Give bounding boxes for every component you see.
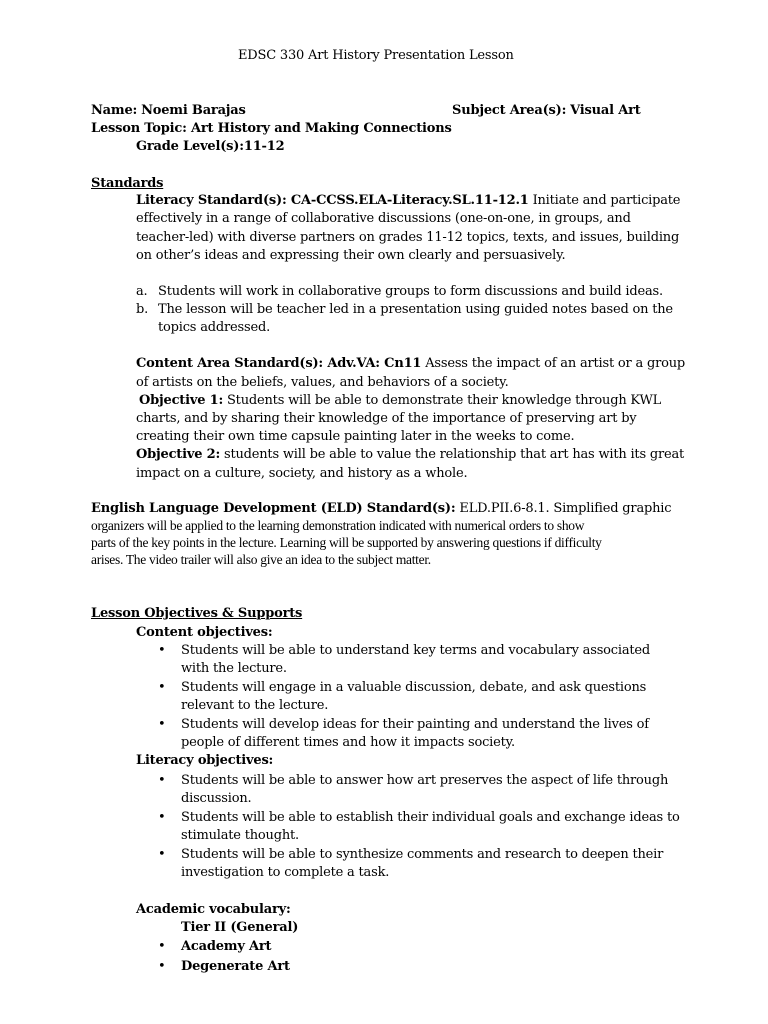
content-objective-3-continued: people of different times and how it impacts society. <box>181 735 515 750</box>
bullet-icon: • <box>158 959 166 974</box>
list-item-b-continued: topics addressed. <box>158 320 271 335</box>
literacy-objective-1: Students will be able to answer how art preserves the aspect of life through <box>181 773 669 788</box>
name-line <box>91 102 246 120</box>
eld-standard-line-3: parts of the key points in the lecture. Learning will be supported by answering questions if difficulty <box>91 535 602 550</box>
content-objective-2: Students will engage in a valuable discussion, debate, and ask questions <box>181 680 647 695</box>
literacy-standard-label: Literacy Standard(s): CA-CCSS.ELA-Literacy.SL.11-12.1 <box>136 193 529 208</box>
list-marker-b: b. <box>136 302 149 317</box>
vocab-item-degenerate-art-text: Degenerate Art <box>181 959 290 974</box>
objective-1-line-2: charts, and by sharing their knowledge of the importance of preserving art by <box>136 411 637 426</box>
grade-level <box>136 138 284 156</box>
content-objective-3: Students will develop ideas for their painting and understand the lives of <box>181 717 649 732</box>
literacy-standard-line-1 <box>136 192 680 210</box>
standards-heading-text: Standards <box>91 176 164 191</box>
vocab-item-academy-art <box>181 938 271 956</box>
content-area-standard-label: Content Area Standard(s): Adv.VA: Cn11 <box>136 356 422 371</box>
lesson-topic <box>91 120 452 138</box>
literacy-standard-line-2: effectively in a range of collaborative discussions (one-on-one, in groups, and <box>136 211 631 226</box>
bullet-icon: • <box>158 939 166 954</box>
literacy-standard-line-3: teacher-led) with diverse partners on grades 11-12 topics, texts, and issues, building <box>136 230 680 245</box>
content-objective-2-continued: relevant to the lecture. <box>181 698 329 713</box>
objective-2-text: students will be able to value the relationship that art has with its great <box>220 447 685 462</box>
literacy-standard-line-4: on other’s ideas and expressing their own clearly and persuasively. <box>136 248 566 263</box>
literacy-standard-text: Initiate and participate <box>528 193 681 208</box>
list-item-a: Students will work in collaborative groups to form discussions and build ideas. <box>158 284 663 299</box>
content-objective-1-continued: with the lecture. <box>181 661 287 676</box>
bullet-icon: • <box>158 773 166 788</box>
list-item-b: The lesson will be teacher led in a presentation using guided notes based on the <box>158 302 673 317</box>
subject-area-line <box>452 102 641 120</box>
literacy-objective-3: Students will be able to synthesize comments and research to deepen their <box>181 847 664 862</box>
eld-standard-line-2: organizers will be applied to the learning demonstration indicated with numerical orders to show <box>91 518 585 533</box>
eld-standard-line-1 <box>91 500 671 518</box>
literacy-objective-3-continued: investigation to complete a task. <box>181 865 390 880</box>
objective-2-label: Objective 2: <box>136 447 221 462</box>
objective-1-line-1 <box>139 392 661 410</box>
content-area-standard-text: Assess the impact of an artist or a group <box>421 356 686 371</box>
document-title: EDSC 330 Art History Presentation Lesson <box>238 48 514 63</box>
objective-2-line-2: impact on a culture, society, and history as a whole. <box>136 466 468 481</box>
subject-label: Subject Area(s): <box>452 103 567 118</box>
lesson-topic-text: Lesson Topic: Art History and Making Connections <box>91 121 452 136</box>
literacy-objective-2-continued: stimulate thought. <box>181 828 299 843</box>
literacy-objective-1-continued: discussion. <box>181 791 252 806</box>
objective-1-label: Objective 1: <box>139 393 224 408</box>
grade-level-text: Grade Level(s):11-12 <box>136 139 285 154</box>
tier-ii-heading-text: Tier II (General) <box>181 920 299 935</box>
literacy-objectives-heading-text: Literacy objectives: <box>136 753 274 768</box>
bullet-icon: • <box>158 847 166 862</box>
objective-1-line-3: creating their own time capsule painting later in the weeks to come. <box>136 429 575 444</box>
eld-standard-label: English Language Development (ELD) Standard(s): <box>91 501 456 516</box>
eld-standard-line-4: arises. The video trailer will also give an idea to the subject matter. <box>91 552 431 567</box>
content-area-standard-line-2: of artists on the beliefs, values, and behaviors of a society. <box>136 375 509 390</box>
subject-value: Visual Art <box>570 103 641 118</box>
eld-standard-text: ELD.PII.6-8.1. Simplified graphic <box>455 501 672 516</box>
vocab-item-degenerate-art <box>181 958 290 976</box>
objective-1-text: Students will be able to demonstrate their knowledge through KWL <box>223 393 662 408</box>
academic-vocabulary-heading <box>136 901 291 919</box>
literacy-objectives-heading <box>136 752 273 770</box>
lesson-objectives-heading-text: Lesson Objectives & Supports <box>91 606 303 621</box>
lesson-objectives-heading <box>91 605 302 623</box>
content-area-standard-line-1 <box>136 355 685 373</box>
tier-ii-heading <box>181 919 298 937</box>
bullet-icon: • <box>158 643 166 658</box>
vocab-item-academy-art-text: Academy Art <box>181 939 272 954</box>
list-marker-a: a. <box>136 284 148 299</box>
content-objective-1: Students will be able to understand key terms and vocabulary associated <box>181 643 651 658</box>
bullet-icon: • <box>158 810 166 825</box>
objective-2-line-1 <box>136 446 684 464</box>
standards-heading <box>91 175 163 193</box>
bullet-icon: • <box>158 680 166 695</box>
content-objectives-heading-text: Content objectives: <box>136 625 273 640</box>
name-value: Noemi Barajas <box>141 103 246 118</box>
academic-vocabulary-heading-text: Academic vocabulary: <box>136 902 291 917</box>
bullet-icon: • <box>158 717 166 732</box>
name-label: Name: <box>91 103 138 118</box>
content-objectives-heading <box>136 624 272 642</box>
literacy-objective-2: Students will be able to establish their individual goals and exchange ideas to <box>181 810 680 825</box>
